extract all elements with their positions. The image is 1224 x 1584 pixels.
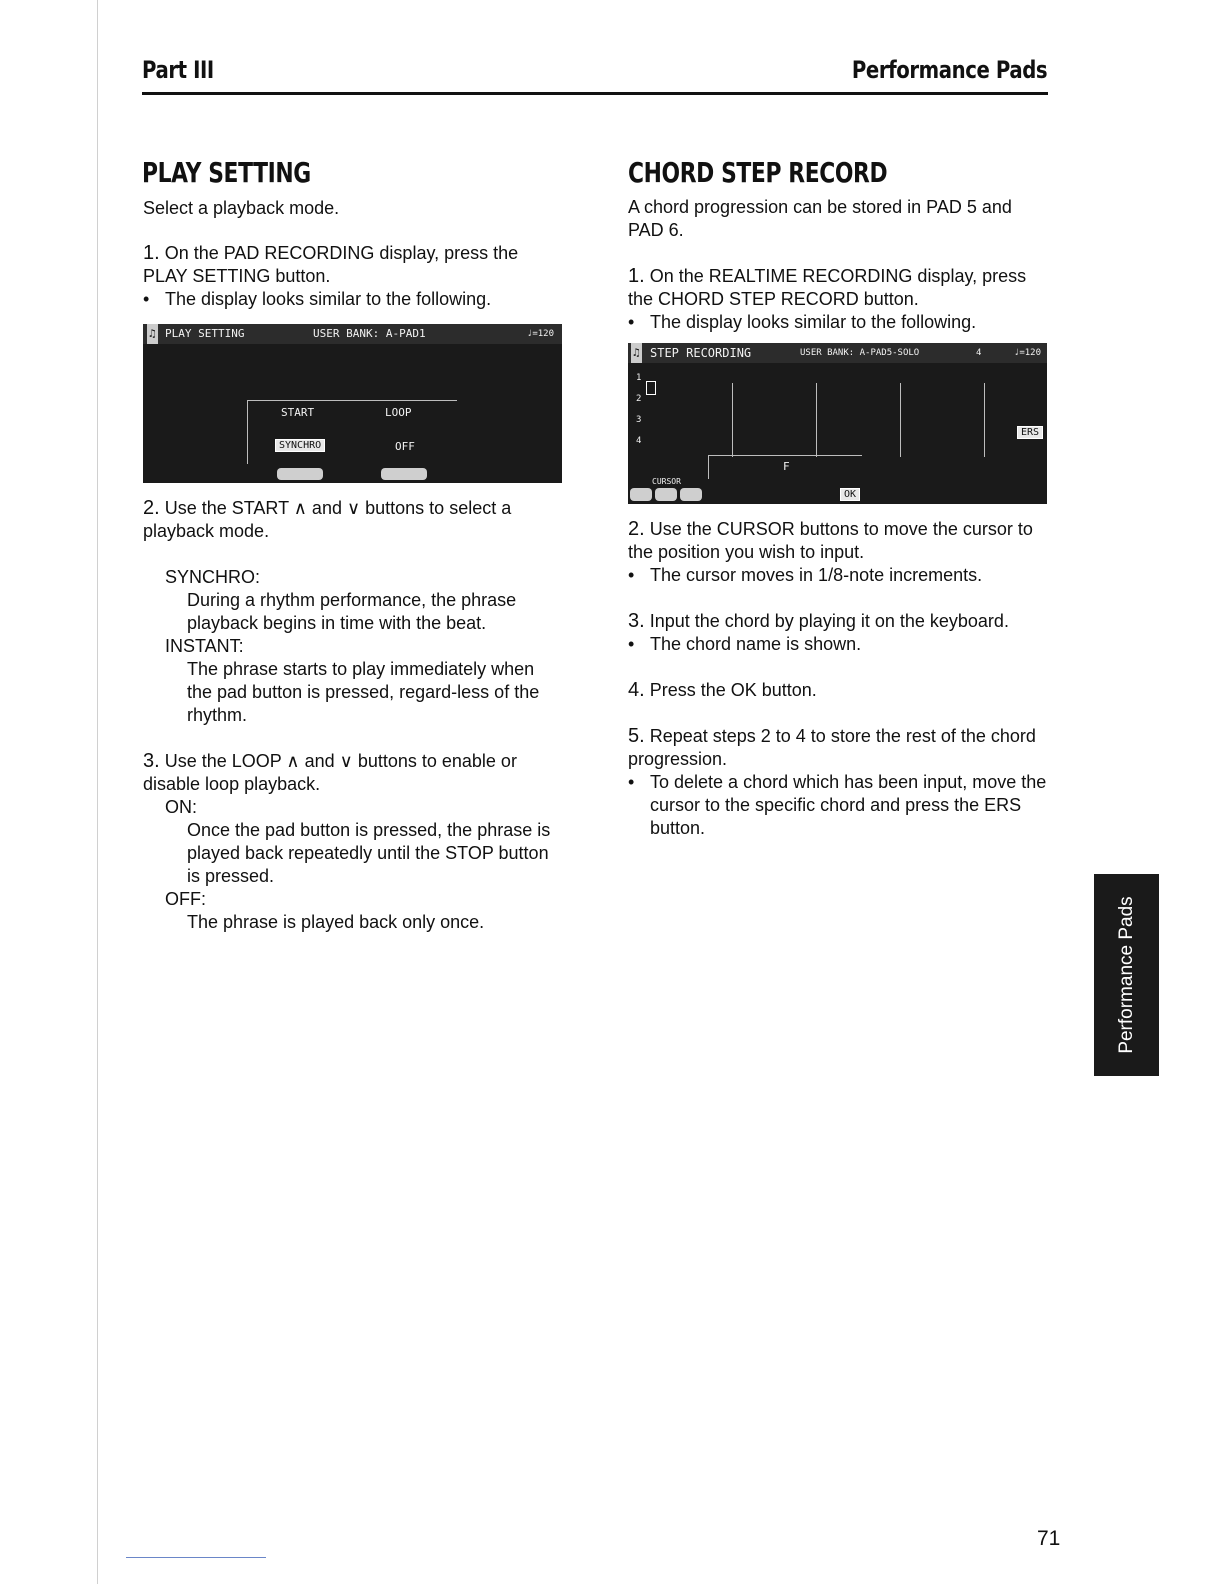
step-text: Use the CURSOR buttons to move the cursor to the position you wish to input. (628, 519, 1033, 562)
header-rule (142, 92, 1048, 95)
chord-step-intro-block (628, 196, 1048, 334)
play-step-2 (143, 497, 563, 543)
frame-line (247, 400, 457, 401)
play-setting-intro-block (143, 197, 563, 311)
play-step-1 (143, 242, 563, 288)
step-number: 1. (628, 265, 645, 287)
section-title: Performance Pads (851, 56, 1047, 84)
display-title-bar (143, 324, 562, 344)
loop-value: OFF (395, 440, 415, 453)
row-number: 2 (636, 394, 642, 404)
step-number: 5. (628, 725, 645, 747)
cursor-label: CURSOR (652, 477, 681, 486)
start-label: START (281, 406, 315, 419)
chord-step-intro: A chord progression can be stored in PAD 5 and PAD 6. (628, 197, 1012, 240)
cursor-updown-button[interactable] (655, 488, 677, 501)
side-tab-label: Performance Pads (1115, 896, 1137, 1054)
display-bank: USER BANK: A-PAD1 (313, 327, 426, 340)
display-title: PLAY SETTING (165, 327, 245, 340)
row-number: 3 (636, 415, 642, 425)
ers-button[interactable]: ERS (1017, 426, 1043, 439)
frame-line (708, 455, 709, 479)
chord-step-3 (628, 610, 1048, 633)
step-recording-display (628, 343, 1047, 504)
chord-step-1 (628, 265, 1048, 311)
chord-step-steps (628, 518, 1048, 840)
loop-up-down-button[interactable] (381, 468, 427, 480)
beat-line (816, 383, 817, 457)
off-term: OFF: (165, 889, 206, 909)
display-tempo: ♩=120 (526, 329, 554, 339)
display-tempo: ♩=120 (1013, 348, 1041, 358)
chord-step-5 (628, 725, 1048, 771)
play-setting-display (143, 324, 562, 483)
on-desc: Once the pad button is pressed, the phrase is played back repeatedly until the STOP button is pressed. (187, 820, 551, 886)
display-title: STEP RECORDING (650, 346, 752, 360)
display-meter: 4 (976, 348, 982, 358)
cursor-right-button[interactable] (680, 488, 702, 501)
chord-step-2-bullet: • The cursor moves in 1/8-note increments. (628, 564, 1048, 587)
display-title-bar (628, 343, 1047, 363)
part-label: Part III (142, 56, 214, 84)
beat-line (900, 383, 901, 457)
play-setting-intro: Select a playback mode. (143, 198, 340, 218)
section-side-tab (1094, 874, 1159, 1076)
chord-step-2 (628, 518, 1048, 564)
step-number: 3. (628, 610, 645, 632)
start-value: SYNCHRO (275, 439, 325, 452)
step-text: Input the chord by playing it on the keyboard. (649, 611, 1009, 631)
chord-name: F (783, 460, 790, 473)
beat-line (984, 383, 985, 457)
chord-step-heading: CHORD STEP RECORD (628, 156, 888, 189)
instant-desc: The phrase starts to play immediately when the pad button is pressed, regard-less of the rhythm. (187, 659, 540, 725)
chord-step-3-bullet: • The chord name is shown. (628, 633, 1048, 656)
cursor-left-button[interactable] (630, 488, 652, 501)
step-number: 3. (143, 750, 160, 772)
play-step-3 (143, 750, 563, 796)
play-setting-heading: PLAY SETTING (142, 156, 311, 189)
step-cursor (646, 381, 656, 395)
step-text: Repeat steps 2 to 4 to store the rest of the chord progression. (628, 726, 1036, 769)
chord-step-4 (628, 679, 1048, 702)
ok-button[interactable]: OK (840, 488, 860, 501)
step-text: On the PAD RECORDING display, press the PLAY SETTING button. (143, 243, 519, 286)
play-setting-steps (143, 497, 563, 934)
page-number: 71 (1037, 1527, 1061, 1550)
step-number: 2. (628, 518, 645, 540)
synchro-desc: During a rhythm performance, the phrase playback begins in time with the beat. (187, 590, 517, 633)
row-number: 4 (636, 436, 642, 446)
music-icon: ♫ (631, 343, 642, 363)
chord-step-1-bullet: • The display looks similar to the following. (628, 311, 1048, 334)
step-text: On the REALTIME RECORDING display, press the CHORD STEP RECORD button. (628, 266, 1027, 309)
frame-line (247, 400, 248, 464)
beat-line (732, 383, 733, 457)
chord-step-5-bullet: • To delete a chord which has been input, move the cursor to the specific chord and press the ERS button. (628, 771, 1048, 840)
step-text: Press the OK button. (649, 680, 817, 700)
start-up-down-button[interactable] (277, 468, 323, 480)
step-text: Use the START ∧ and ∨ buttons to select a playback mode. (143, 498, 512, 541)
loop-label: LOOP (385, 406, 412, 419)
margin-line (97, 0, 98, 1584)
play-step-1-bullet: • The display looks similar to the following. (143, 288, 563, 311)
step-number: 1. (143, 242, 160, 264)
off-desc: The phrase is played back only once. (187, 912, 485, 932)
row-number: 1 (636, 373, 642, 383)
frame-line (708, 455, 862, 456)
instant-term: INSTANT: (165, 636, 244, 656)
music-icon: ♫ (147, 324, 158, 344)
step-number: 4. (628, 679, 645, 701)
step-text: Use the LOOP ∧ and ∨ buttons to enable or disable loop playback. (143, 751, 517, 794)
display-bank: USER BANK: A-PAD5-SOLO (800, 348, 920, 358)
synchro-term: SYNCHRO: (165, 567, 261, 587)
bottom-rule (126, 1557, 266, 1558)
on-term: ON: (165, 797, 198, 817)
step-number: 2. (143, 497, 160, 519)
